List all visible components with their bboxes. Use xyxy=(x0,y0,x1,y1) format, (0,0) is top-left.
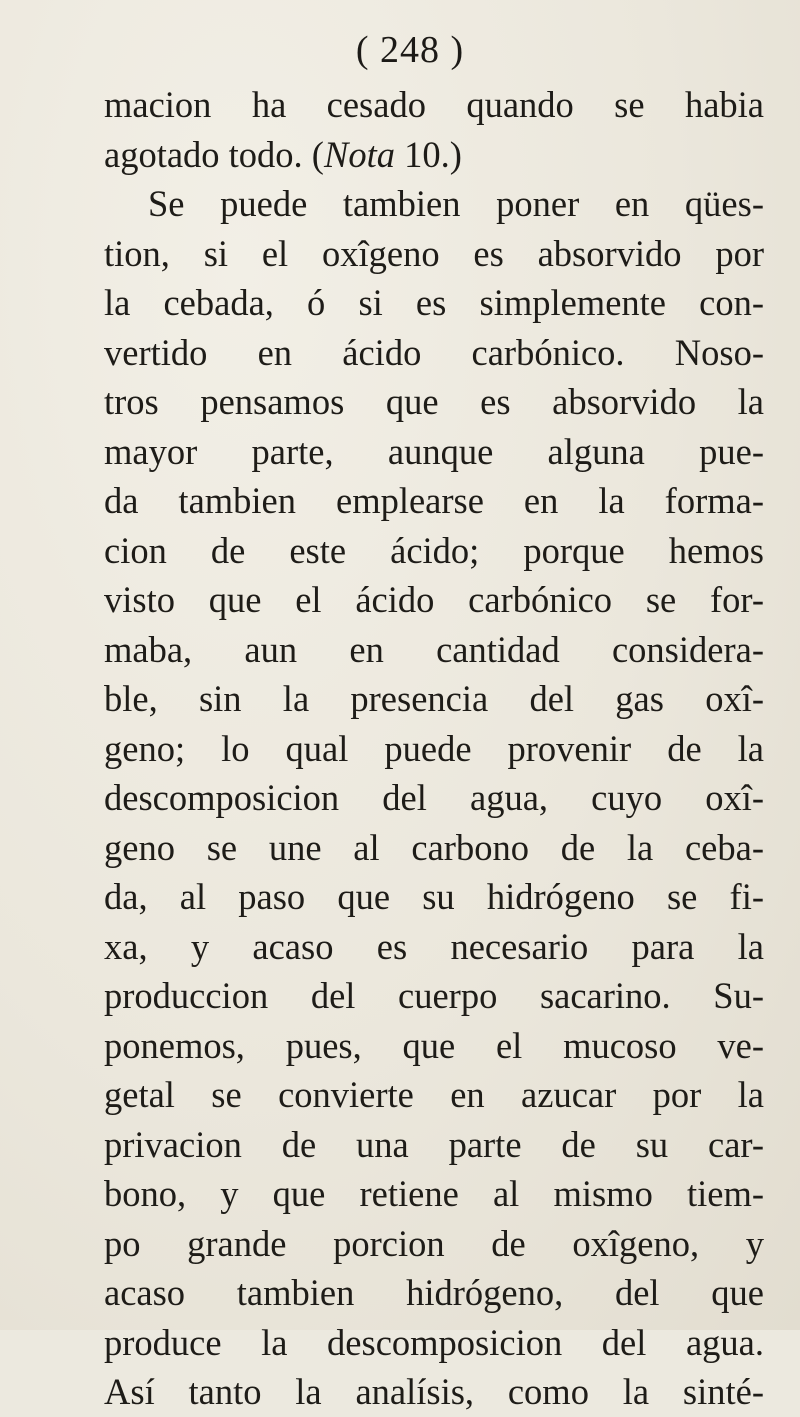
text-line: da, al paso que su hidrógeno se fi- xyxy=(104,876,764,917)
text-line: produce la descomposicion del agua. xyxy=(104,1321,764,1363)
text-line: xa, y acaso es necesario para la xyxy=(104,925,764,967)
text-line: produccion del cuerpo sacarino. Su- xyxy=(104,975,764,1016)
text-line: po grande porcion de oxîgeno, y xyxy=(104,1222,764,1264)
text-line: acaso tambien hidrógeno, del que xyxy=(104,1272,764,1313)
text-line: ponemos, pues, que el mucoso ve- xyxy=(104,1024,764,1066)
text-line: bono, y que retiene al mismo tiem- xyxy=(104,1173,764,1214)
text-line: mayor parte, aunque alguna pue- xyxy=(104,430,764,472)
text-line: ble, sin la presencia del gas oxî- xyxy=(104,678,764,719)
text-line: privacion de una parte de su car- xyxy=(104,1123,764,1165)
text-line-note-reference xyxy=(104,130,764,180)
note-number: 10.) xyxy=(394,133,462,175)
text-line: getal se convierte en azucar por la xyxy=(104,1074,764,1115)
text-line: tros pensamos que es absorvido la xyxy=(104,381,764,422)
text-line: vertido en ácido carbónico. Noso- xyxy=(104,331,764,373)
text-line: da tambien emplearse en la forma- xyxy=(104,480,764,521)
text-line: la cebada, ó si es simplemente con- xyxy=(104,282,764,323)
text-line: visto que el ácido carbónico se for- xyxy=(104,579,764,620)
note-label: Nota xyxy=(323,133,395,175)
page-number: ( 248 ) xyxy=(355,29,465,71)
note-prefix: agotado todo. ( xyxy=(104,133,324,175)
text-line: Así tanto la analísis, como la sinté- xyxy=(104,1371,764,1412)
paragraph-start-line: Se puede tambien poner en qües- xyxy=(148,183,764,224)
text-line: maba, aun en cantidad considera- xyxy=(104,628,764,670)
text-line: geno se une al carbono de la ceba- xyxy=(104,826,764,868)
body-text xyxy=(104,80,764,1417)
text-line: macion ha cesado quando se habia xyxy=(104,84,764,125)
text-line: tion, si el oxîgeno es absorvido por xyxy=(104,232,764,274)
text-line: cion de este ácido; porque hemos xyxy=(104,529,764,571)
text-line: descomposicion del agua, cuyo oxî- xyxy=(104,777,764,818)
text-line: geno; lo qual puede provenir de la xyxy=(104,727,764,769)
